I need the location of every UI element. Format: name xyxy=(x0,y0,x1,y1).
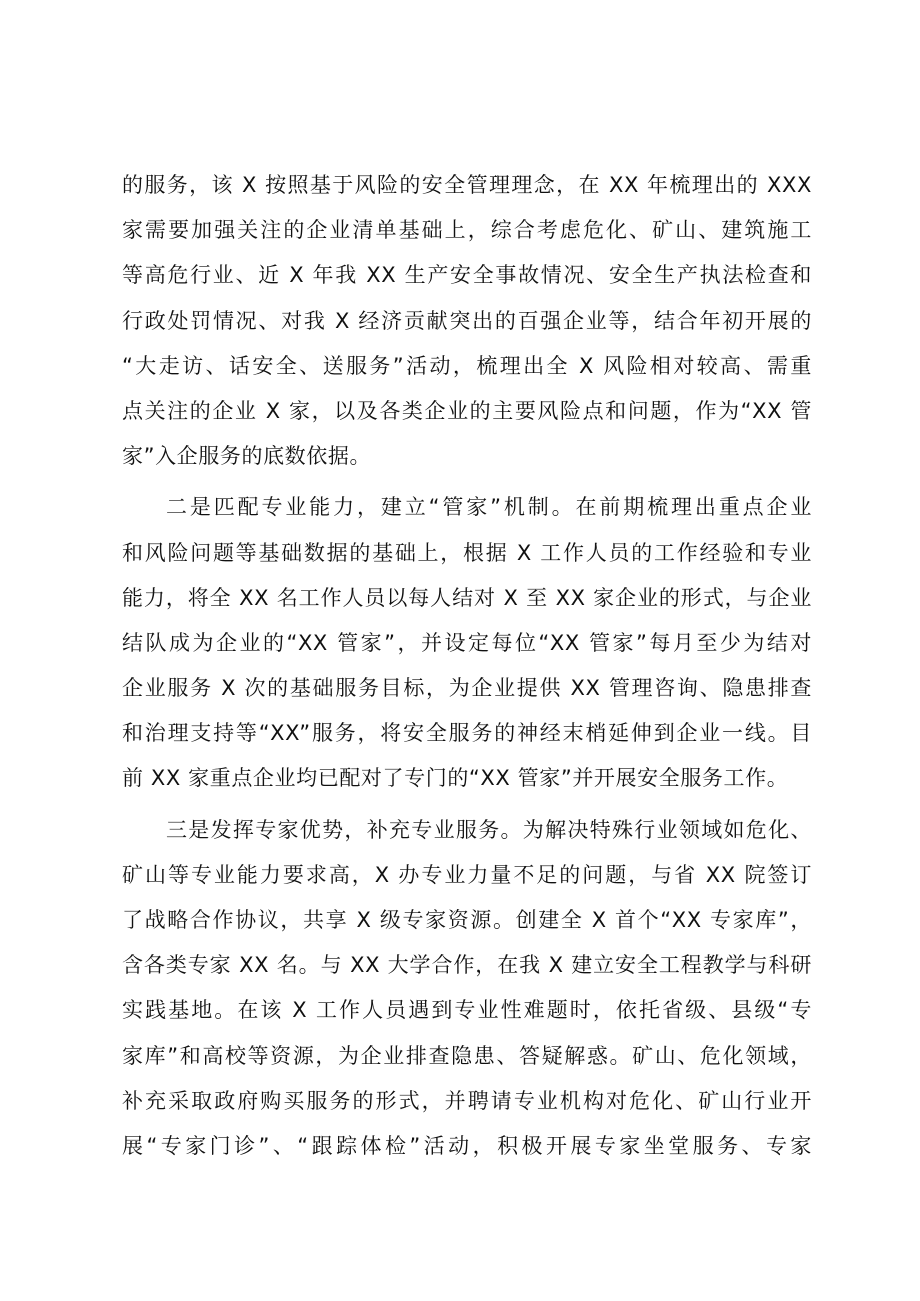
text-line: 点关注的企业 X 家，以及各类企业的主要风险点和问题，作为“XX 管 xyxy=(122,398,812,423)
text-line: 家”入企服务的底数依据。 xyxy=(122,444,372,469)
text-line: 和风险问题等基础数据的基础上，根据 X 工作人员的工作经验和专业 xyxy=(122,540,812,565)
paragraph-1 xyxy=(122,163,812,479)
text-line: 三是发挥专家优势，补充专业服务。为解决特殊行业领域如危化、 xyxy=(166,817,812,842)
text-line: 的服务，该 X 按照基于风险的安全管理理念，在 XX 年梳理出的 XXX xyxy=(122,173,812,197)
text-line: “大走访、话安全、送服务”活动，梳理出全 X 风险相对较高、需重 xyxy=(122,353,812,378)
text-line: 行政处罚情况、对我 X 经济贡献突出的百强企业等，结合年初开展的 xyxy=(122,308,812,333)
text-line: 等高危行业、近 X 年我 XX 生产安全事故情况、安全生产执法检查和 xyxy=(122,263,812,288)
text-line: 含各类专家 XX 名。与 XX 大学合作，在我 X 建立安全工程教学与科研 xyxy=(122,953,812,978)
paragraph-3 xyxy=(122,808,812,1170)
text-line: 二是匹配专业能力，建立“管家”机制。在前期梳理出重点企业 xyxy=(166,495,812,520)
text-line: 和治理支持等“XX”服务，将安全服务的神经末梢延伸到企业一线。目 xyxy=(122,721,812,746)
text-line: 了战略合作协议，共享 X 级专家资源。创建全 X 首个“XX 专家库”， xyxy=(122,908,812,932)
text-line: 结队成为企业的“XX 管家”，并设定每位“XX 管家”每月至少为结对 xyxy=(122,630,812,655)
text-line: 能力，将全 XX 名工作人员以每人结对 X 至 XX 家企业的形式，与企业 xyxy=(122,585,812,610)
text-line: 家需要加强关注的企业清单基础上，综合考虑危化、矿山、建筑施工 xyxy=(122,218,812,243)
text-line: 矿山等专业能力要求高，X 办专业力量不足的问题，与省 XX 院签订 xyxy=(122,862,812,887)
text-line: 企业服务 X 次的基础服务目标，为企业提供 XX 管理咨询、隐患排查 xyxy=(122,676,812,701)
text-line: 前 XX 家重点企业均已配对了专门的“XX 管家”并开展安全服务工作。 xyxy=(122,766,789,791)
text-line: 家库”和高校等资源，为企业排查隐患、答疑解惑。矿山、危化领域， xyxy=(122,1043,812,1068)
text-line: 展“专家门诊”、“跟踪体检”活动，积极开展专家坐堂服务、专家 xyxy=(122,1133,812,1158)
document-body xyxy=(122,163,812,1175)
paragraph-2 xyxy=(122,485,812,801)
text-line: 补充采取政府购买服务的形式，并聘请专业机构对危化、矿山行业开 xyxy=(122,1088,812,1113)
text-line: 实践基地。在该 X 工作人员遇到专业性难题时，依托省级、县级“专 xyxy=(122,998,812,1023)
